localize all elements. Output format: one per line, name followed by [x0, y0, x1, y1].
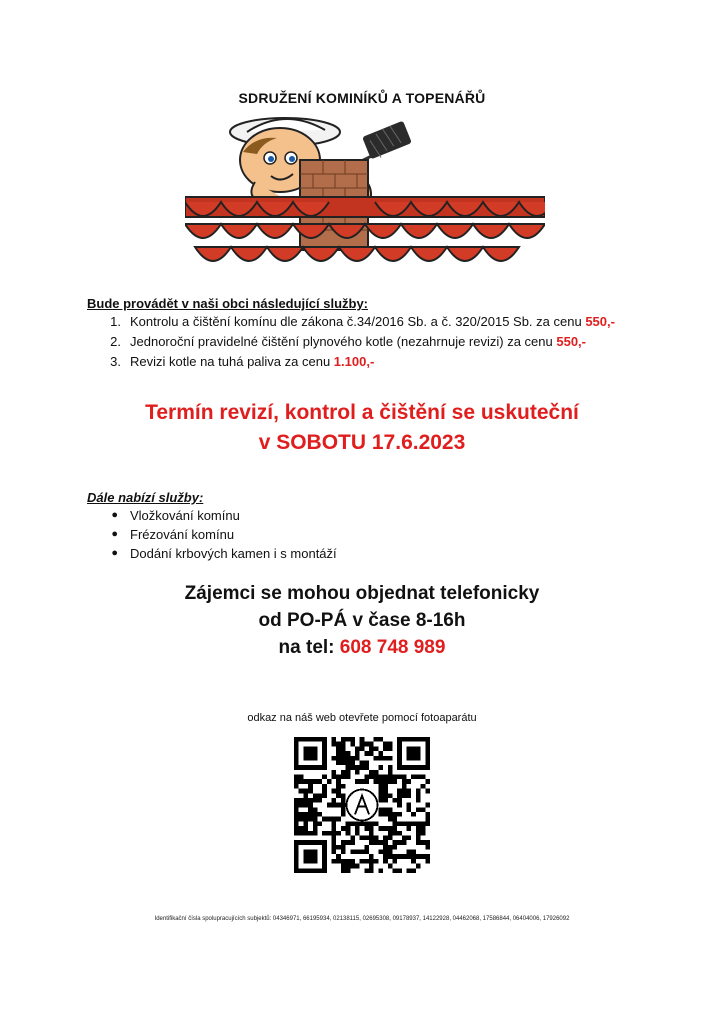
extra-service-text: Dodání krbových kamen i s montáží: [130, 546, 337, 561]
services-heading: Bude provádět v naši obci následující služby:: [87, 296, 369, 311]
list-number: 1.: [110, 314, 121, 329]
list-item: [87, 525, 687, 544]
services-list: [87, 312, 707, 372]
contact-line-3: [0, 634, 724, 661]
chimney-sweep-icon: [185, 112, 545, 282]
list-item: [87, 352, 707, 372]
list-number: 3.: [110, 354, 121, 369]
list-item: [87, 506, 687, 525]
service-price: 550,-: [556, 334, 586, 349]
service-text: Revizi kotle na tuhá paliva za cenu: [130, 354, 334, 369]
extra-services-list: [87, 506, 687, 563]
organization-title: SDRUŽENÍ KOMINÍKŮ A TOPENÁŘŮ: [238, 90, 486, 106]
qr-code-icon[interactable]: [294, 737, 430, 873]
extra-service-text: Frézování komínu: [130, 527, 235, 542]
contact-block: [0, 580, 724, 661]
phone-number[interactable]: 608 748 989: [339, 637, 446, 658]
bullet-icon: ●: [111, 509, 118, 521]
term-line-2: v SOBOTU 17.6.2023: [258, 431, 466, 454]
list-number: 2.: [110, 334, 121, 349]
list-item: [87, 312, 707, 332]
phone-prefix: na tel:: [278, 637, 340, 658]
term-line-1: Termín revizí, kontrol a čištění se uskuteční: [145, 401, 579, 424]
extra-service-text: Vložkování komínu: [130, 508, 240, 523]
term-announcement: [0, 398, 724, 458]
bullet-icon: ●: [111, 528, 118, 540]
service-text: Kontrolu a čištění komínu dle zákona č.34/2016 Sb. a č. 320/2015 Sb. za cenu: [130, 314, 586, 329]
footer-ids: Identifikační čísla spolupracujících subjektů: 04346971, 66195934, 02138115, 02695308, 09178937, 14122928, 04462068, 17586844, 06404006, 17926092: [154, 916, 570, 922]
service-price: 550,-: [585, 314, 615, 329]
contact-line-1: Zájemci se mohou objednat telefonicky: [184, 583, 540, 604]
service-price: 1.100,-: [333, 354, 375, 369]
list-item: [87, 332, 707, 352]
list-item: [87, 544, 687, 563]
service-text: Jednoroční pravidelné čištění plynového kotle (nezahrnuje revizi) za cenu: [130, 334, 557, 349]
contact-line-2: od PO-PÁ v čase 8-16h: [258, 610, 466, 631]
extra-services-heading: Dále nabízí služby:: [87, 490, 204, 505]
qr-caption: odkaz na náš web otevřete pomocí fotoaparátu: [247, 712, 477, 724]
bullet-icon: ●: [111, 547, 118, 559]
